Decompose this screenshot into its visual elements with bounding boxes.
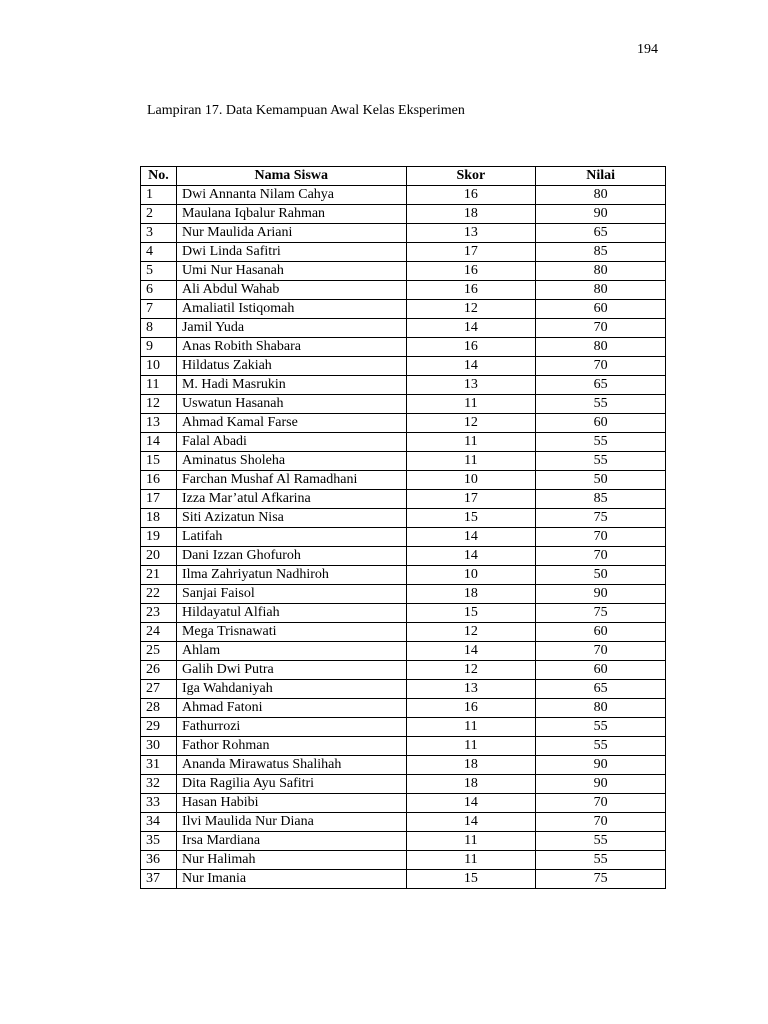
cell-skor: 16 <box>406 186 536 205</box>
cell-nilai: 90 <box>536 756 666 775</box>
table-row <box>141 642 666 661</box>
table-row <box>141 585 666 604</box>
cell-no: 6 <box>141 281 177 300</box>
cell-skor: 11 <box>406 832 536 851</box>
cell-nama-siswa: Falal Abadi <box>176 433 406 452</box>
table-row <box>141 281 666 300</box>
cell-skor: 11 <box>406 718 536 737</box>
cell-no: 28 <box>141 699 177 718</box>
cell-skor: 18 <box>406 585 536 604</box>
cell-skor: 12 <box>406 623 536 642</box>
cell-no: 1 <box>141 186 177 205</box>
cell-nilai: 80 <box>536 281 666 300</box>
cell-nilai: 55 <box>536 395 666 414</box>
cell-nilai: 85 <box>536 490 666 509</box>
cell-no: 4 <box>141 243 177 262</box>
column-header-skor: Skor <box>406 167 536 186</box>
cell-no: 23 <box>141 604 177 623</box>
table-row <box>141 832 666 851</box>
table-row <box>141 452 666 471</box>
cell-nama-siswa: Dita Ragilia Ayu Safitri <box>176 775 406 794</box>
table-row <box>141 509 666 528</box>
cell-nilai: 70 <box>536 813 666 832</box>
column-header-nilai: Nilai <box>536 167 666 186</box>
cell-nama-siswa: Amaliatil Istiqomah <box>176 300 406 319</box>
cell-no: 14 <box>141 433 177 452</box>
table-row <box>141 547 666 566</box>
cell-nilai: 55 <box>536 718 666 737</box>
table-body <box>141 186 666 889</box>
cell-skor: 11 <box>406 395 536 414</box>
cell-no: 9 <box>141 338 177 357</box>
cell-nilai: 55 <box>536 433 666 452</box>
cell-no: 8 <box>141 319 177 338</box>
cell-nilai: 80 <box>536 699 666 718</box>
column-header-nama-siswa: Nama Siswa <box>176 167 406 186</box>
cell-no: 32 <box>141 775 177 794</box>
cell-nama-siswa: Sanjai Faisol <box>176 585 406 604</box>
cell-no: 37 <box>141 870 177 889</box>
cell-nilai: 55 <box>536 737 666 756</box>
cell-no: 33 <box>141 794 177 813</box>
table-row <box>141 756 666 775</box>
cell-no: 35 <box>141 832 177 851</box>
table-row <box>141 775 666 794</box>
table-row <box>141 224 666 243</box>
appendix-caption: Lampiran 17. Data Kemampuan Awal Kelas Eksperimen <box>147 103 465 118</box>
cell-nama-siswa: Nur Imania <box>176 870 406 889</box>
cell-skor: 12 <box>406 414 536 433</box>
cell-skor: 10 <box>406 471 536 490</box>
cell-no: 13 <box>141 414 177 433</box>
cell-skor: 10 <box>406 566 536 585</box>
cell-nilai: 80 <box>536 262 666 281</box>
cell-skor: 15 <box>406 870 536 889</box>
table-row <box>141 205 666 224</box>
cell-skor: 14 <box>406 319 536 338</box>
cell-skor: 14 <box>406 794 536 813</box>
cell-nilai: 70 <box>536 357 666 376</box>
cell-no: 18 <box>141 509 177 528</box>
cell-no: 20 <box>141 547 177 566</box>
cell-skor: 17 <box>406 243 536 262</box>
cell-skor: 18 <box>406 775 536 794</box>
table-row <box>141 851 666 870</box>
cell-nama-siswa: Hasan Habibi <box>176 794 406 813</box>
cell-nama-siswa: Ilvi Maulida Nur Diana <box>176 813 406 832</box>
cell-skor: 11 <box>406 851 536 870</box>
cell-skor: 16 <box>406 281 536 300</box>
cell-nama-siswa: Ilma Zahriyatun Nadhiroh <box>176 566 406 585</box>
table-row <box>141 357 666 376</box>
cell-nama-siswa: Farchan Mushaf Al Ramadhani <box>176 471 406 490</box>
cell-nilai: 85 <box>536 243 666 262</box>
cell-nama-siswa: Uswatun Hasanah <box>176 395 406 414</box>
cell-no: 10 <box>141 357 177 376</box>
cell-nama-siswa: Izza Mar’atul Afkarina <box>176 490 406 509</box>
cell-no: 25 <box>141 642 177 661</box>
cell-nilai: 65 <box>536 680 666 699</box>
cell-nama-siswa: M. Hadi Masrukin <box>176 376 406 395</box>
cell-skor: 16 <box>406 338 536 357</box>
cell-nama-siswa: Umi Nur Hasanah <box>176 262 406 281</box>
table-row <box>141 262 666 281</box>
cell-skor: 11 <box>406 737 536 756</box>
cell-no: 11 <box>141 376 177 395</box>
table-row <box>141 623 666 642</box>
table-row <box>141 699 666 718</box>
cell-nilai: 60 <box>536 300 666 319</box>
table-row <box>141 338 666 357</box>
cell-skor: 11 <box>406 433 536 452</box>
cell-nama-siswa: Dani Izzan Ghofuroh <box>176 547 406 566</box>
table-header-row <box>141 167 666 186</box>
cell-skor: 17 <box>406 490 536 509</box>
cell-skor: 12 <box>406 300 536 319</box>
table-row <box>141 737 666 756</box>
cell-no: 34 <box>141 813 177 832</box>
cell-nilai: 75 <box>536 870 666 889</box>
cell-nilai: 65 <box>536 224 666 243</box>
cell-nilai: 50 <box>536 471 666 490</box>
cell-nilai: 90 <box>536 775 666 794</box>
cell-skor: 15 <box>406 509 536 528</box>
table-row <box>141 661 666 680</box>
cell-nilai: 55 <box>536 851 666 870</box>
cell-no: 2 <box>141 205 177 224</box>
cell-nilai: 75 <box>536 604 666 623</box>
cell-nilai: 75 <box>536 509 666 528</box>
cell-nama-siswa: Ananda Mirawatus Shalihah <box>176 756 406 775</box>
table-row <box>141 794 666 813</box>
cell-skor: 16 <box>406 699 536 718</box>
cell-nilai: 90 <box>536 205 666 224</box>
table-row <box>141 186 666 205</box>
cell-no: 30 <box>141 737 177 756</box>
cell-nilai: 90 <box>536 585 666 604</box>
table-row <box>141 604 666 623</box>
cell-no: 27 <box>141 680 177 699</box>
cell-skor: 12 <box>406 661 536 680</box>
page-number: 194 <box>637 42 658 57</box>
table-row <box>141 471 666 490</box>
cell-nilai: 70 <box>536 642 666 661</box>
cell-nama-siswa: Latifah <box>176 528 406 547</box>
cell-nama-siswa: Fathor Rohman <box>176 737 406 756</box>
cell-nama-siswa: Maulana Iqbalur Rahman <box>176 205 406 224</box>
table-row <box>141 300 666 319</box>
cell-no: 26 <box>141 661 177 680</box>
cell-skor: 14 <box>406 813 536 832</box>
cell-no: 31 <box>141 756 177 775</box>
table-row <box>141 490 666 509</box>
cell-no: 5 <box>141 262 177 281</box>
cell-nilai: 60 <box>536 623 666 642</box>
cell-nama-siswa: Ahmad Fatoni <box>176 699 406 718</box>
table-row <box>141 718 666 737</box>
cell-skor: 13 <box>406 224 536 243</box>
student-score-table <box>140 166 666 889</box>
cell-skor: 13 <box>406 680 536 699</box>
cell-skor: 18 <box>406 205 536 224</box>
cell-nilai: 70 <box>536 528 666 547</box>
table-row <box>141 813 666 832</box>
cell-nama-siswa: Hildayatul Alfiah <box>176 604 406 623</box>
cell-skor: 16 <box>406 262 536 281</box>
cell-nama-siswa: Galih Dwi Putra <box>176 661 406 680</box>
cell-nilai: 60 <box>536 661 666 680</box>
cell-skor: 15 <box>406 604 536 623</box>
cell-nama-siswa: Fathurrozi <box>176 718 406 737</box>
cell-skor: 11 <box>406 452 536 471</box>
table-row <box>141 319 666 338</box>
cell-no: 17 <box>141 490 177 509</box>
cell-nama-siswa: Siti Azizatun Nisa <box>176 509 406 528</box>
cell-nama-siswa: Aminatus Sholeha <box>176 452 406 471</box>
cell-no: 3 <box>141 224 177 243</box>
table-row <box>141 376 666 395</box>
cell-nama-siswa: Hildatus Zakiah <box>176 357 406 376</box>
table-row <box>141 870 666 889</box>
cell-skor: 14 <box>406 642 536 661</box>
cell-nilai: 70 <box>536 547 666 566</box>
cell-skor: 14 <box>406 528 536 547</box>
cell-nilai: 50 <box>536 566 666 585</box>
cell-no: 12 <box>141 395 177 414</box>
cell-nama-siswa: Ali Abdul Wahab <box>176 281 406 300</box>
cell-no: 29 <box>141 718 177 737</box>
cell-nilai: 55 <box>536 832 666 851</box>
table-row <box>141 680 666 699</box>
cell-nama-siswa: Anas Robith Shabara <box>176 338 406 357</box>
cell-no: 22 <box>141 585 177 604</box>
cell-nama-siswa: Dwi Annanta Nilam Cahya <box>176 186 406 205</box>
table-row <box>141 414 666 433</box>
table-row <box>141 433 666 452</box>
cell-no: 19 <box>141 528 177 547</box>
cell-no: 36 <box>141 851 177 870</box>
cell-nilai: 80 <box>536 338 666 357</box>
cell-nilai: 60 <box>536 414 666 433</box>
cell-nilai: 55 <box>536 452 666 471</box>
cell-nama-siswa: Ahlam <box>176 642 406 661</box>
cell-skor: 14 <box>406 357 536 376</box>
table-row <box>141 528 666 547</box>
cell-skor: 18 <box>406 756 536 775</box>
cell-no: 24 <box>141 623 177 642</box>
cell-nilai: 70 <box>536 794 666 813</box>
cell-nama-siswa: Dwi Linda Safitri <box>176 243 406 262</box>
cell-nama-siswa: Nur Maulida Ariani <box>176 224 406 243</box>
column-header-no: No. <box>141 167 177 186</box>
cell-nama-siswa: Iga Wahdaniyah <box>176 680 406 699</box>
cell-no: 7 <box>141 300 177 319</box>
cell-nama-siswa: Ahmad Kamal Farse <box>176 414 406 433</box>
cell-nilai: 65 <box>536 376 666 395</box>
cell-no: 21 <box>141 566 177 585</box>
cell-nama-siswa: Mega Trisnawati <box>176 623 406 642</box>
cell-nama-siswa: Irsa Mardiana <box>176 832 406 851</box>
cell-no: 16 <box>141 471 177 490</box>
cell-skor: 13 <box>406 376 536 395</box>
table-row <box>141 243 666 262</box>
cell-nilai: 70 <box>536 319 666 338</box>
table-row <box>141 395 666 414</box>
cell-nilai: 80 <box>536 186 666 205</box>
table-row <box>141 566 666 585</box>
cell-skor: 14 <box>406 547 536 566</box>
cell-nama-siswa: Jamil Yuda <box>176 319 406 338</box>
cell-no: 15 <box>141 452 177 471</box>
cell-nama-siswa: Nur Halimah <box>176 851 406 870</box>
